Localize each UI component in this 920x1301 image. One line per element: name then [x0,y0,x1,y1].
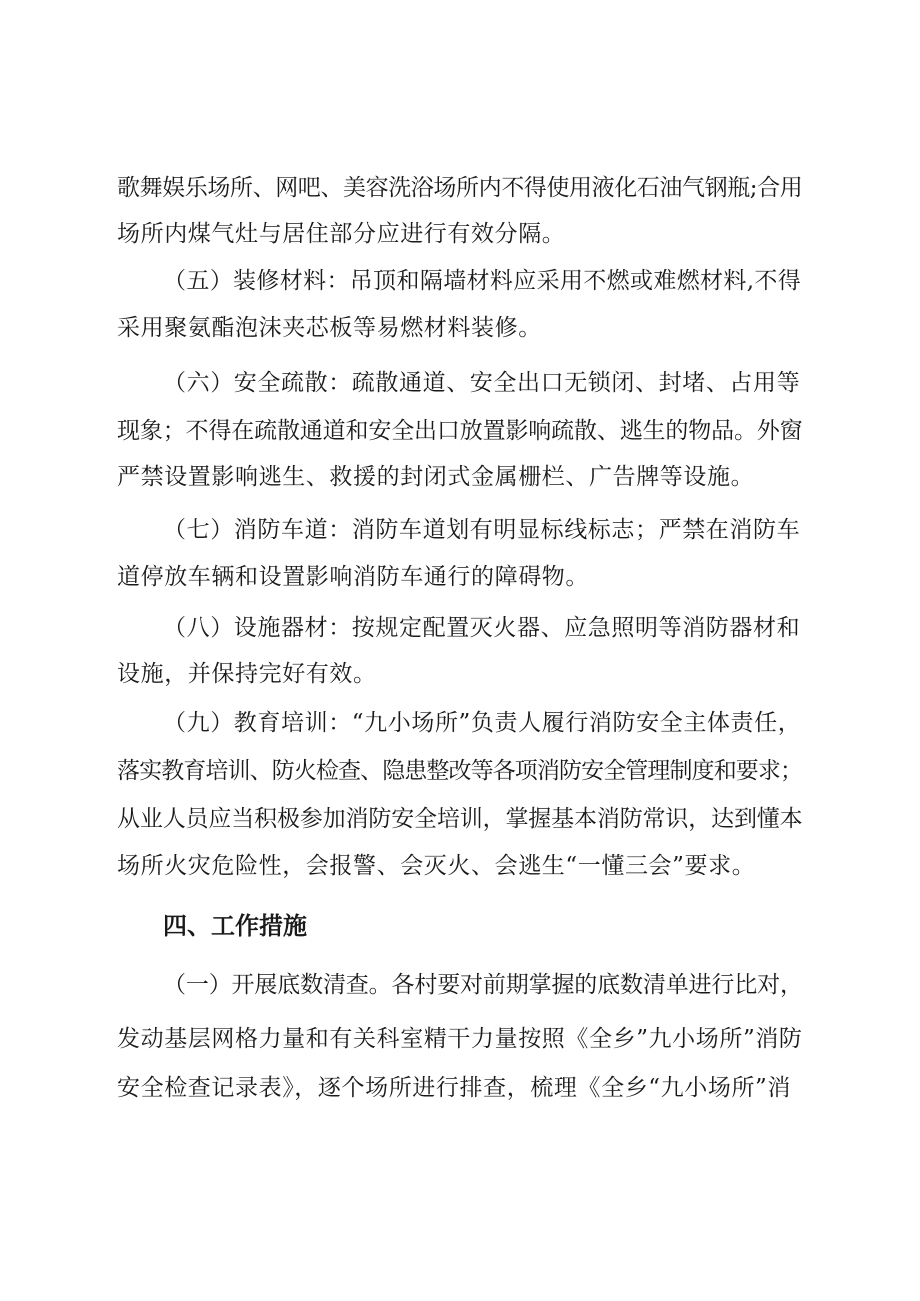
paragraph-line: 歌舞娱乐场所、网吧、美容洗浴场所内不得使用液化石油气钢瓶;合用 [117,175,803,201]
section-heading: 四、工作措施 [163,912,307,940]
paragraph-line: （九）教育培训：“九小场所”负责人履行消防安全主体责任， [163,710,802,736]
paragraph-line: 从业人员应当积极参加消防安全培训，掌握基本消防常识，达到懂本 [117,806,803,832]
paragraph-line: 落实教育培训、防火检查、隐患整改等各项消防安全管理制度和要求； [117,758,803,784]
paragraph-line: 安全检查记录表》，逐个场所进行排查，梳理《全乡“九小场所”消 [117,1075,792,1101]
paragraph-line: 道停放车辆和设置影响消防车通行的障碍物。 [117,564,589,590]
paragraph-line: （六）安全疏散：疏散通道、安全出口无锁闭、封堵、占用等 [163,370,801,396]
paragraph-line: 设施，并保持完好有效。 [117,661,377,687]
paragraph-line: （一）开展底数清查。各村要对前期掌握的底数清单进行比对， [163,972,803,998]
paragraph-line: 现象；不得在疏散通道和安全出口放置影响疏散、逃生的物品。外窗 [117,418,803,444]
paragraph-line: 严禁设置影响逃生、救援的封闭式金属栅栏、广告牌等设施。 [117,464,755,490]
paragraph-line: （八）设施器材：按规定配置灭火器、应急照明等消防器材和 [163,615,801,641]
paragraph-line: 发动基层网格力量和有关科室精干力量按照《全乡”九小场所”消防 [117,1026,803,1052]
paragraph-line: 场所火灾危险性，会报警、会灭火、会逃生“一懂三会”要求。 [117,853,756,879]
paragraph-line: （五）装修材料：吊顶和隔墙材料应采用不燃或难燃材料,不得 [163,268,802,294]
paragraph-line: 场所内煤气灶与居住部分应进行有效分隔。 [117,221,566,247]
paragraph-line: （七）消防车道：消防车道划有明显标线标志；严禁在消防车 [163,517,801,543]
paragraph-line: 采用聚氨酯泡沫夹芯板等易燃材料装修。 [117,315,542,341]
